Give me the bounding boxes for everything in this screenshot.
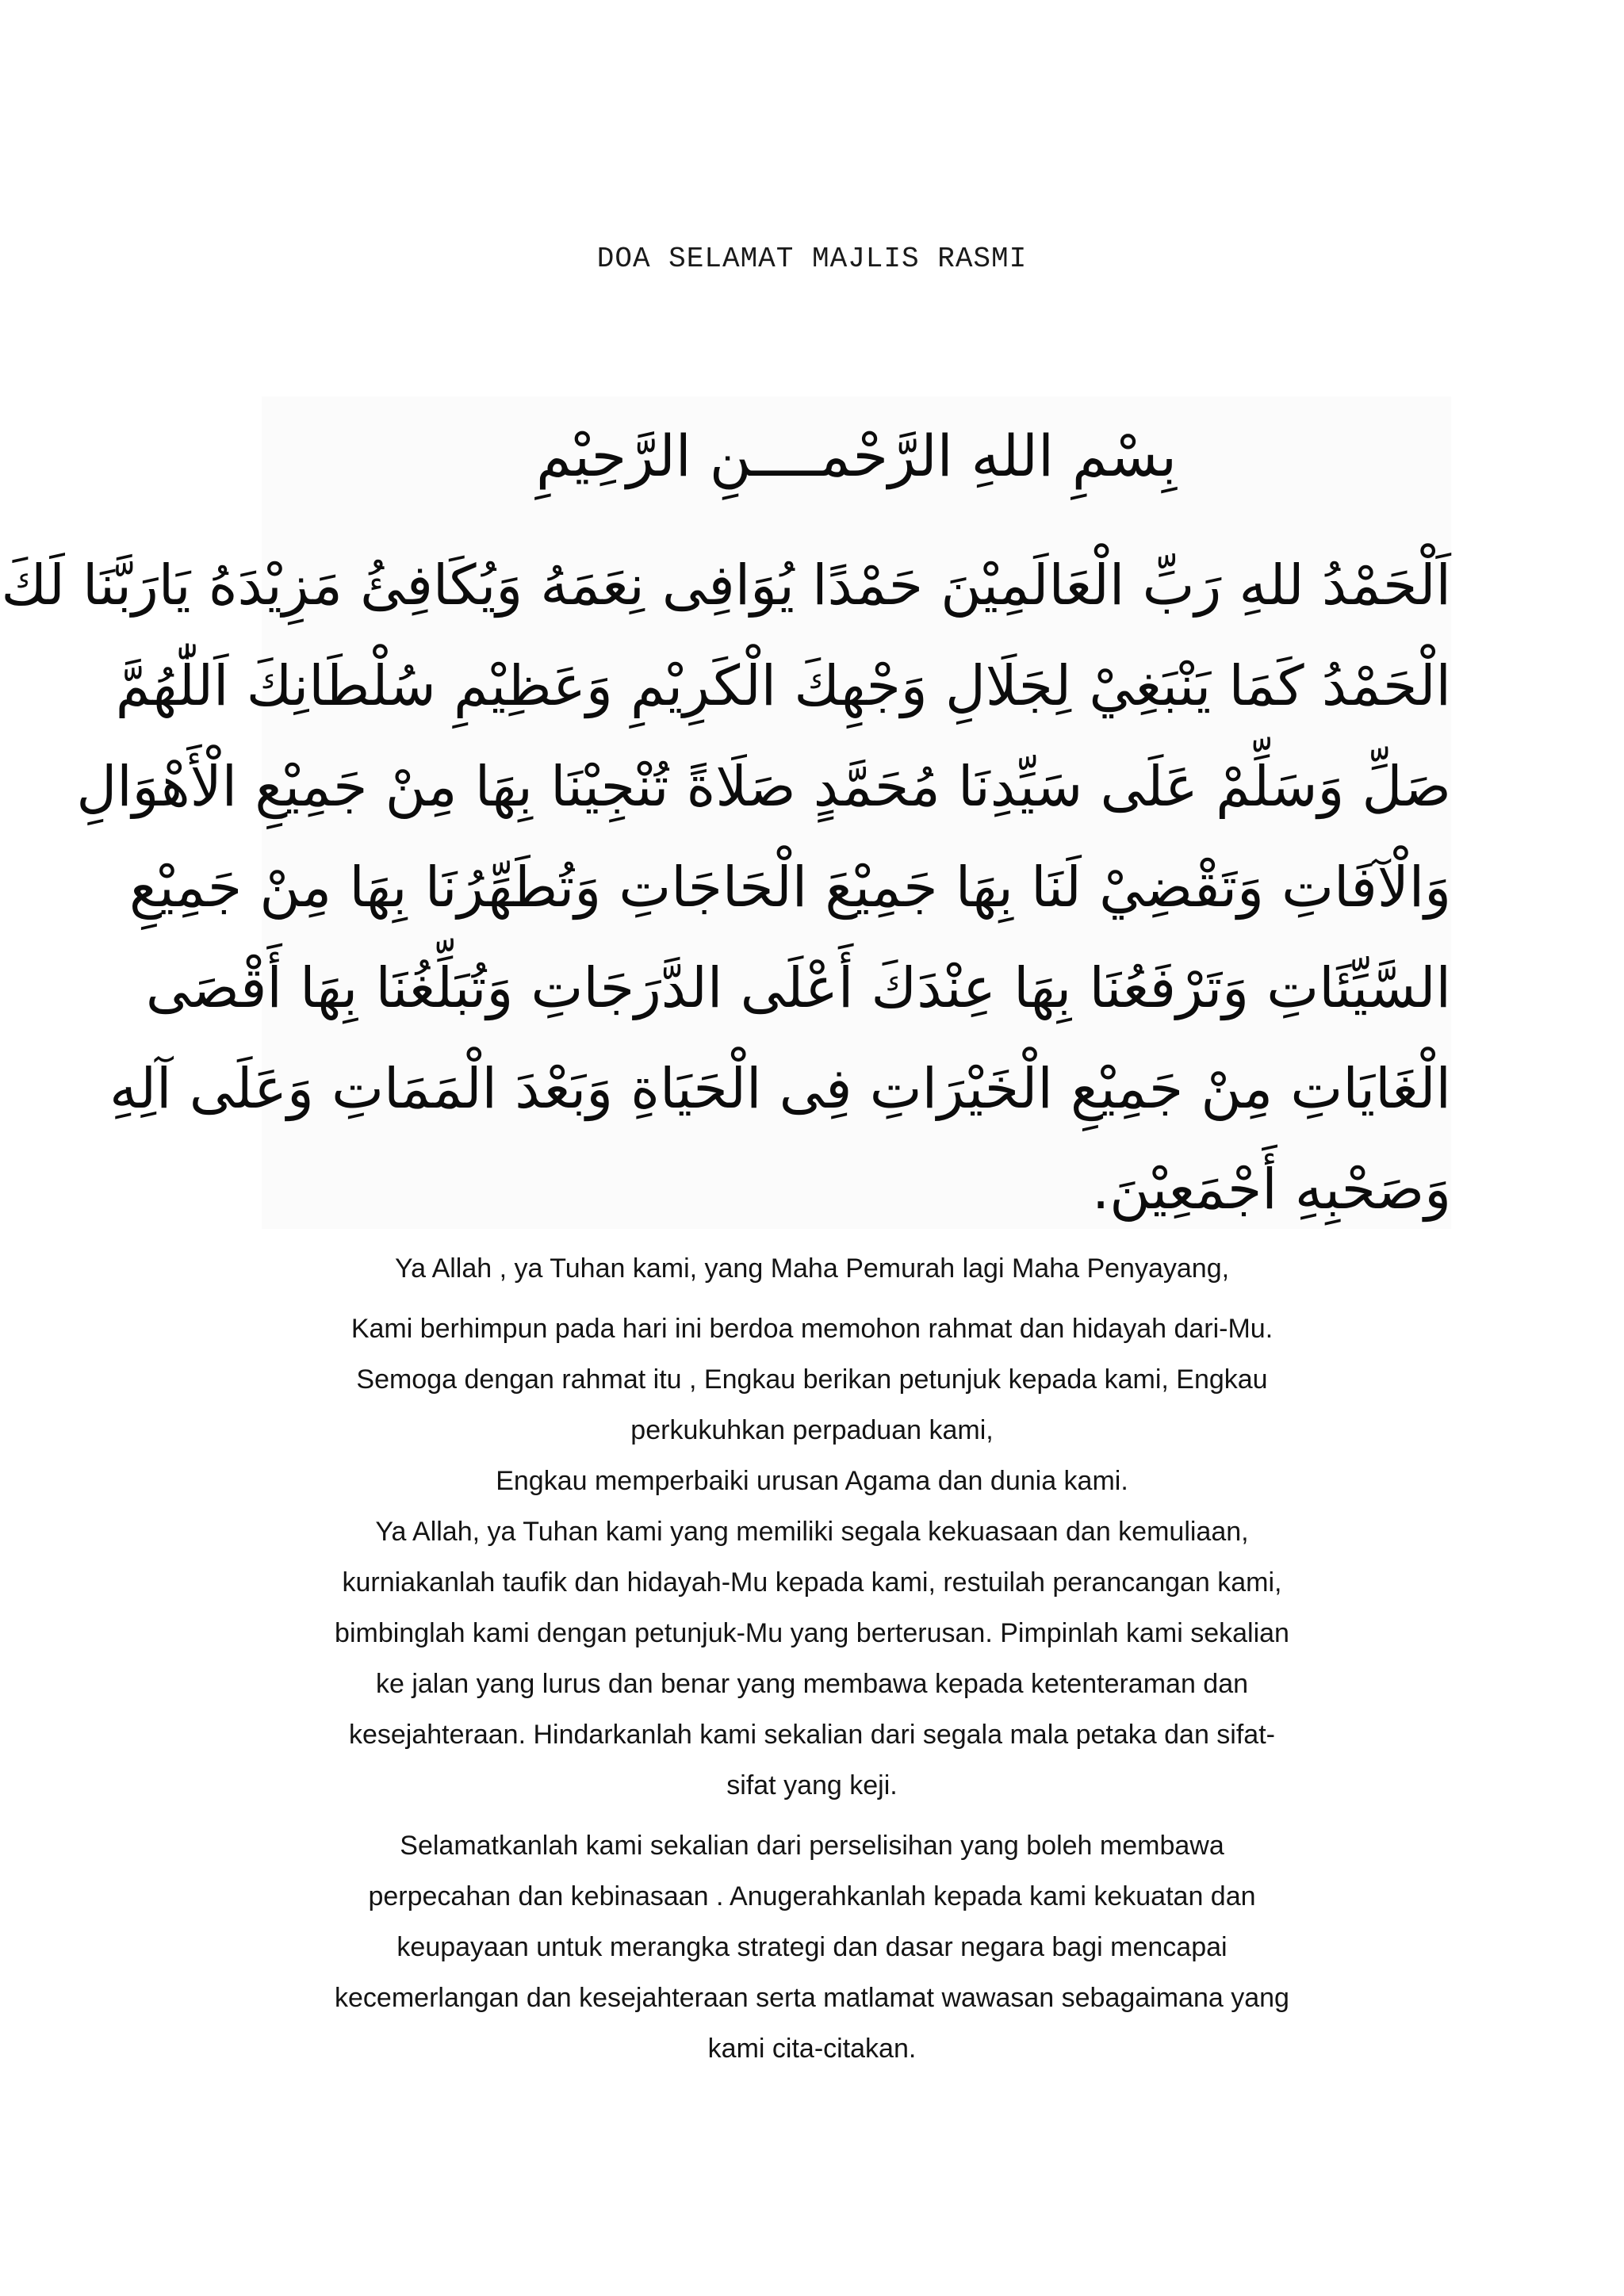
translation-line: keupayaan untuk merangka strategi dan dasar negara bagi mencapai xyxy=(396,1932,1228,1962)
arabic-line: صَلِّ وَسَلِّمْ عَلَى سَيِّدِنَا مُحَمَّدٍ صَلَاةً تُنْجِيْنَا بِهَا مِنْ جَمِيْعِ الْأَهْوَالِ xyxy=(76,754,1451,819)
document-title: DOA SELAMAT MAJLIS RASMI xyxy=(596,243,1028,275)
translation-paragraph-1 xyxy=(238,1243,1386,1294)
paragraph-gap xyxy=(238,1811,1386,1820)
translation-line: kecemerlangan dan kesejahteraan serta matlamat wawasan sebagaimana yang xyxy=(335,1983,1289,2013)
translation-line: Kami berhimpun pada hari ini berdoa memohon rahmat dan hidayah dari-Mu. xyxy=(350,1314,1274,1344)
arabic-line: اَلْحَمْدُ للهِ رَبِّ الْعَالَمِيْنَ حَمْدًا يُوَافِى نِعَمَهُ وَيُكَافِئُ مَزِيْدَهُ يَارَبَّنَا لَكَ xyxy=(1,553,1451,618)
arabic-prayer-text xyxy=(1,535,1451,1240)
translation-paragraph-3 xyxy=(238,1820,1386,2074)
arabic-line: الْغَايَاتِ مِنْ جَمِيْعِ الْخَيْرَاتِ فِى الْحَيَاةِ وَبَعْدَ الْمَمَاتِ وَعَلَى آلِهِ xyxy=(109,1056,1451,1121)
translation-line: perkukuhkan perpaduan kami, xyxy=(630,1415,994,1445)
arabic-line: الْحَمْدُ كَمَا يَنْبَغِيْ لِجَلَالِ وَجْهِكَ الْكَرِيْمِ وَعَظِيْمِ سُلْطَانِكَ اَللّٰهُمَّ xyxy=(115,653,1451,718)
translation-line: kurniakanlah taufik dan hidayah-Mu kepada kami, restuilah perancangan kami, xyxy=(342,1567,1282,1598)
paragraph-gap xyxy=(238,1294,1386,1303)
translation-line: sifat yang keji. xyxy=(726,1770,898,1800)
translation-line: Semoga dengan rahmat itu , Engkau berikan petunjuk kepada kami, Engkau xyxy=(356,1364,1268,1395)
translation-line: Engkau memperbaiki urusan Agama dan dunia kami. xyxy=(496,1466,1128,1496)
arabic-prayer-image xyxy=(1,396,1451,1229)
translation-line: ke jalan yang lurus dan benar yang membawa kepada ketenteraman dan xyxy=(375,1669,1249,1699)
basmala: بِسْمِ اللهِ الرَّحْمــــنِ الرَّحِيْمِ xyxy=(535,423,1178,489)
arabic-line: وَالْآفَاتِ وَتَقْضِيْ لَنَا بِهَا جَمِيْعَ الْحَاجَاتِ وَتُطَهِّرُنَا بِهَا مِنْ جَمِيْعِ xyxy=(128,855,1451,920)
translation-line: kesejahteraan. Hindarkanlah kami sekalian dari segala mala petaka dan sifat- xyxy=(348,1720,1275,1750)
translation-line: perpecahan dan kebinasaan . Anugerahkanlah kepada kami kekuatan dan xyxy=(368,1881,1256,1911)
translation-line: Ya Allah, ya Tuhan kami yang memiliki segala kekuasaan dan kemuliaan, xyxy=(375,1517,1249,1547)
translation-line: Ya Allah , ya Tuhan kami, yang Maha Pemurah lagi Maha Penyayang, xyxy=(394,1253,1230,1284)
translation-line: kami cita-citakan. xyxy=(707,2034,917,2064)
arabic-line: وَصَحْبِهِ أَجْمَعِيْنَ. xyxy=(1092,1157,1451,1222)
translation-line: Selamatkanlah kami sekalian dari perselisihan yang boleh membawa xyxy=(400,1831,1224,1861)
translation-paragraph-2 xyxy=(238,1303,1386,1811)
arabic-line: السَّيِّئَاتِ وَتَرْفَعُنَا بِهَا عِنْدَكَ أَعْلَى الدَّرَجَاتِ وَتُبَلِّغُنَا بِهَا أَقْصَى xyxy=(145,955,1451,1020)
malay-translation xyxy=(238,1243,1386,2074)
translation-line: bimbinglah kami dengan petunjuk-Mu yang berterusan. Pimpinlah kami sekalian xyxy=(335,1618,1289,1648)
